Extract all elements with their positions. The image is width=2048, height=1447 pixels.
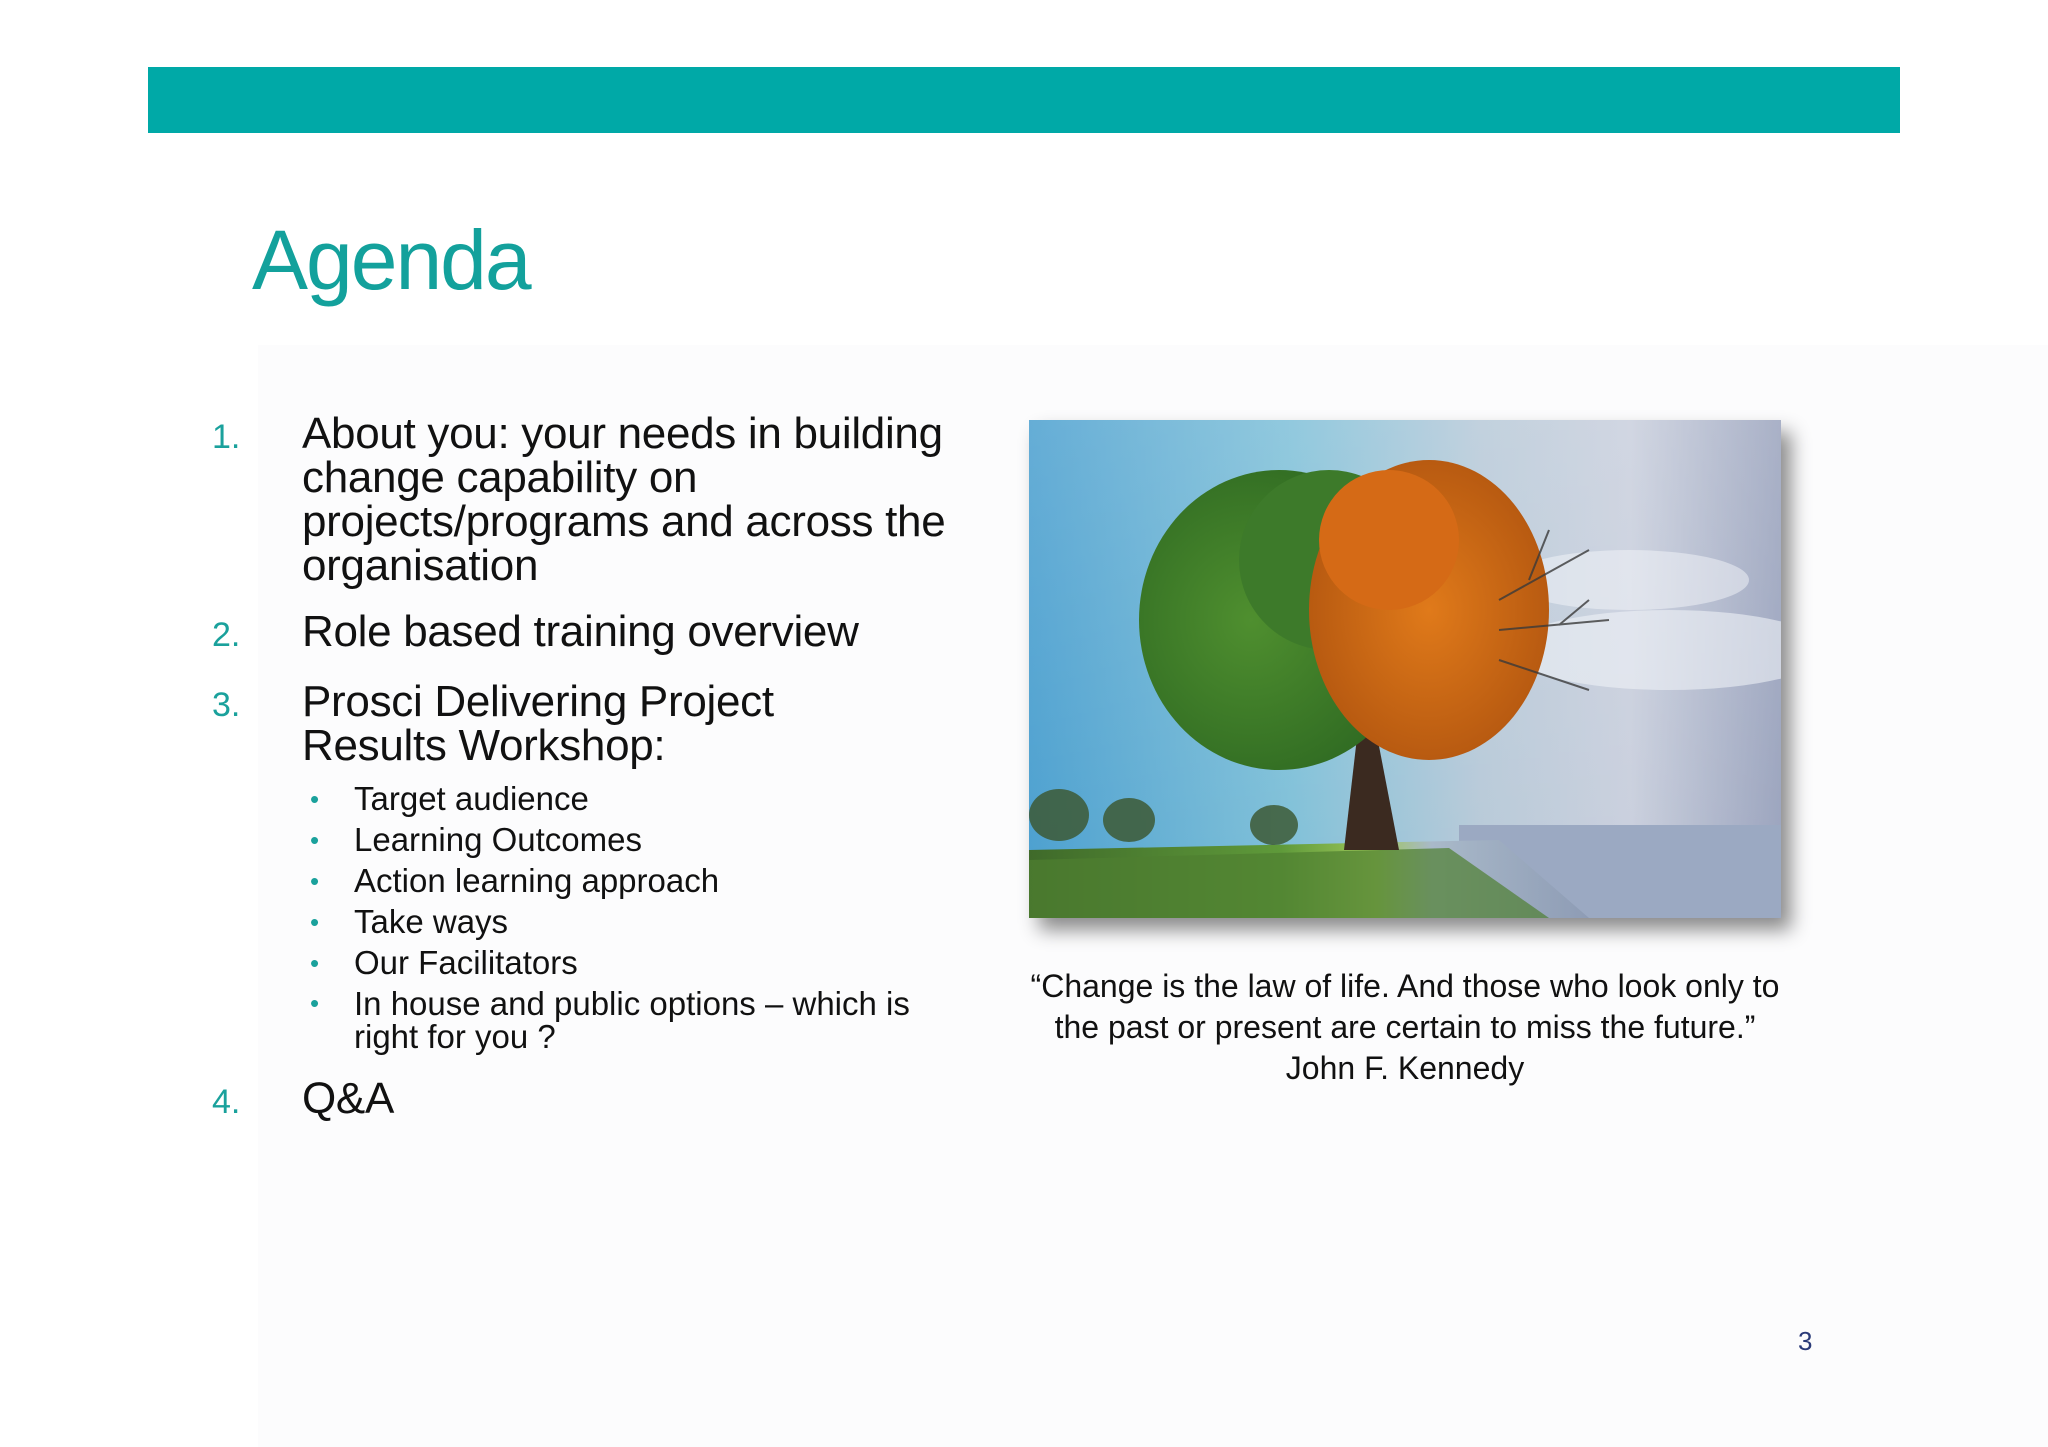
- sub-list-item-text: In house and public options – which is right for you ?: [354, 985, 910, 1055]
- header-bar: [148, 67, 1900, 133]
- sub-list-item-text: Target audience: [354, 780, 589, 817]
- sub-list-item: [302, 864, 972, 898]
- quote-text: “Change is the law of life. And those who look only to the past or present are certain to miss the future.” John F. Kennedy: [1030, 968, 1780, 1086]
- sub-list-item: [302, 782, 972, 816]
- agenda-sublist: [302, 782, 972, 1053]
- agenda-item: [212, 409, 972, 590]
- sub-list-item-text: Our Facilitators: [354, 944, 578, 981]
- agenda-item-number: 2.: [212, 616, 241, 654]
- agenda-item-text: Q&A: [302, 1074, 395, 1123]
- bullet-icon: •: [310, 825, 320, 855]
- agenda-item-number: 3.: [212, 686, 241, 724]
- page-number: 3: [1798, 1326, 1813, 1356]
- agenda-item-text: Prosci Delivering Project Results Workshop:: [302, 677, 774, 770]
- sub-list-item-text: Take ways: [354, 903, 509, 940]
- sub-list-item: [302, 987, 972, 1053]
- agenda-item-text: Role based training overview: [302, 607, 859, 656]
- bullet-icon: •: [310, 988, 320, 1018]
- sub-list-item: [302, 905, 972, 939]
- agenda-item: [212, 1074, 972, 1123]
- bullet-icon: •: [310, 866, 320, 896]
- four-seasons-tree-photo: [1029, 420, 1781, 918]
- agenda-item: [212, 607, 972, 656]
- agenda-item-number: 4.: [212, 1083, 241, 1121]
- agenda-item: [212, 677, 972, 1055]
- slide-title: Agenda: [252, 213, 530, 307]
- agenda-item-number: 1.: [212, 418, 241, 456]
- sub-list-item: [302, 823, 972, 857]
- bullet-icon: •: [310, 948, 320, 978]
- agenda-list: [212, 409, 972, 1137]
- sub-list-item-text: Action learning approach: [354, 862, 720, 899]
- sub-list-item: [302, 946, 972, 980]
- bullet-icon: •: [310, 784, 320, 814]
- agenda-item-text: About you: your needs in building change capability on projects/programs and across the organisation: [302, 409, 946, 590]
- sub-list-item-text: Learning Outcomes: [354, 821, 642, 858]
- bullet-icon: •: [310, 907, 320, 937]
